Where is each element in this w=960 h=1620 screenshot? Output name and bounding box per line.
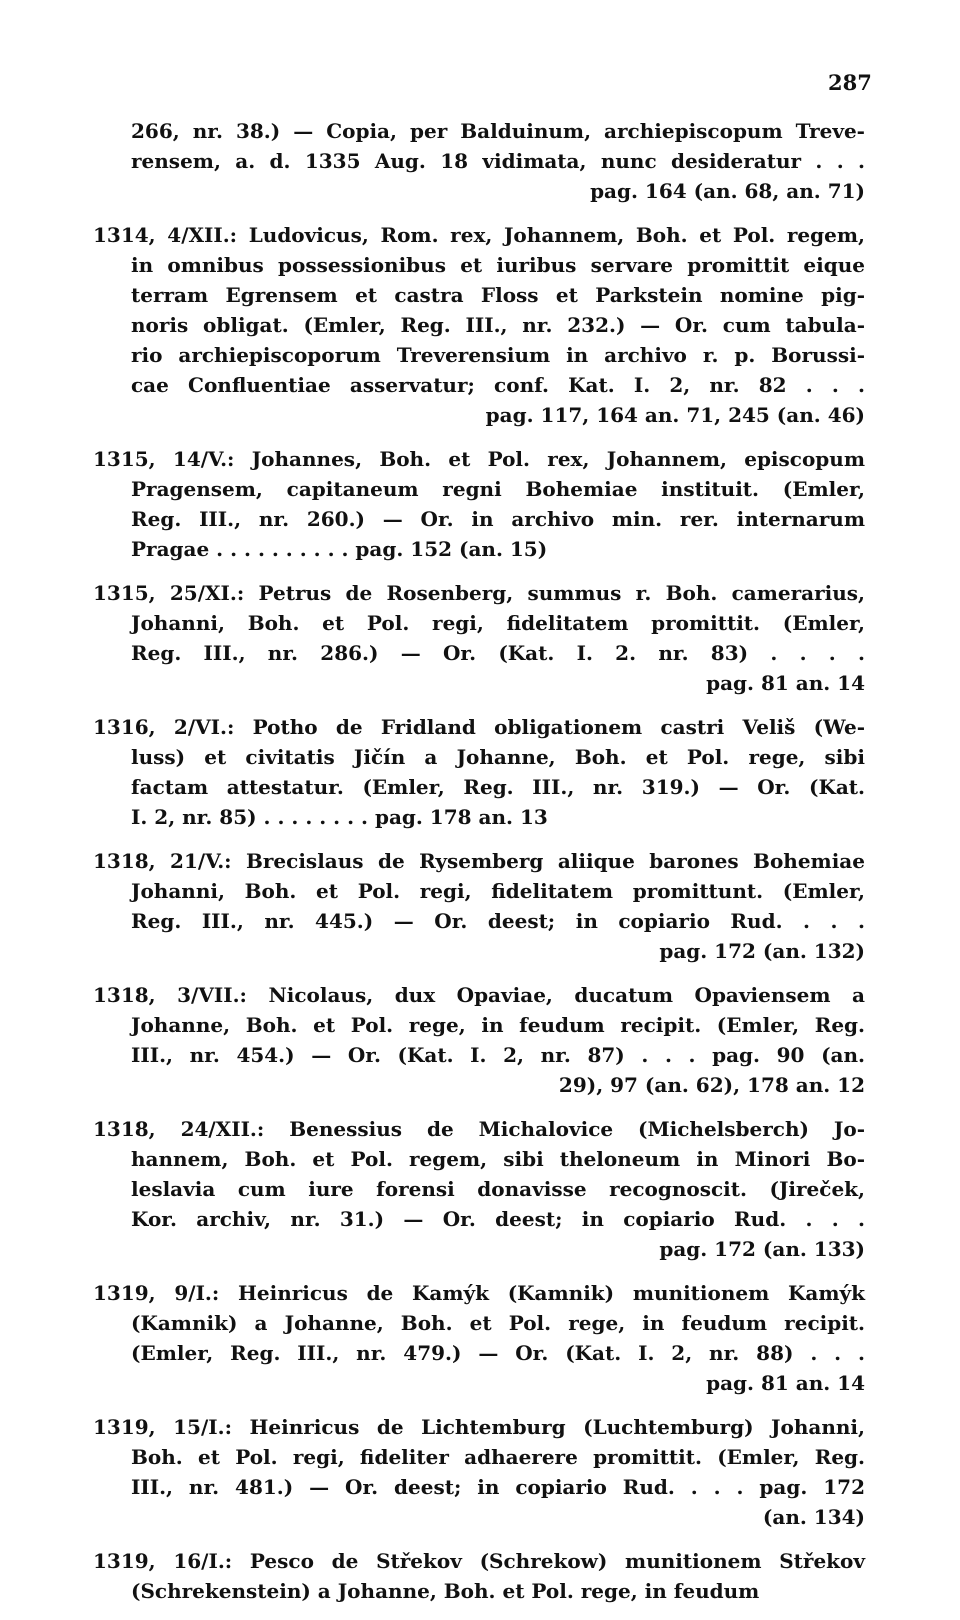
entry-line: factam attestatur. (Emler, Reg. III., nr. 319.) — Or. (Kat. — [131, 775, 865, 799]
entry-line: Johanni, Boh. et Pol. regi, fidelitatem promittit. (Emler, — [131, 611, 865, 635]
entry-line: 1319, 16/I.: Pesco de Střekov (Schrekow) munitionem Střekov — [93, 1549, 865, 1573]
register-entry — [93, 980, 865, 1100]
entry-line: leslavia cum iure forensi donavisse recognoscit. (Jireček, — [131, 1177, 865, 1201]
entry-line: 1319, 9/I.: Heinricus de Kamýk (Kamnik) munitionem Kamýk — [93, 1281, 865, 1305]
entry-line: luss) et civitatis Jičín a Johanne, Boh. et Pol. rege, sibi — [131, 745, 865, 769]
entry-line: 1319, 15/I.: Heinricus de Lichtemburg (Luchtemburg) Johanni, — [93, 1415, 865, 1439]
entry-line: Johanni, Boh. et Pol. regi, fidelitatem promittunt. (Emler, — [131, 879, 865, 903]
entry-line: 1316, 2/VI.: Potho de Fridland obligationem castri Veliš (We- — [93, 715, 865, 739]
entry-line: III., nr. 454.) — Or. (Kat. I. 2, nr. 87) . . . pag. 90 (an. — [131, 1043, 865, 1067]
entry-line: noris obligat. (Emler, Reg. III., nr. 232.) — Or. cum tabula- — [131, 313, 865, 337]
entry-line: 1315, 14/V.: Johannes, Boh. et Pol. rex, Johannem, episcopum — [93, 447, 865, 471]
entry-line: (an. 134) — [762, 1505, 865, 1529]
register-entry — [93, 1412, 865, 1532]
register-entry — [93, 712, 865, 832]
entry-line: 1315, 25/XI.: Petrus de Rosenberg, summus r. Boh. camerarius, — [93, 581, 865, 605]
register-entry — [93, 220, 865, 430]
entry-line: 1314, 4/XII.: Ludovicus, Rom. rex, Johannem, Boh. et Pol. regem, — [93, 223, 865, 247]
entry-line: 266, nr. 38.) — Copia, per Balduinum, archiepiscopum Treve- — [131, 119, 865, 143]
entry-line: III., nr. 481.) — Or. deest; in copiario Rud. . . . pag. 172 — [131, 1475, 865, 1499]
entry-line: Johanne, Boh. et Pol. rege, in feudum recipit. (Emler, Reg. — [131, 1013, 865, 1037]
register-entry — [93, 1546, 865, 1606]
entry-line: (Schrekenstein) a Johanne, Boh. et Pol. rege, in feudum — [131, 1579, 760, 1603]
entry-line: rensem, a. d. 1335 Aug. 18 vidimata, nunc desideratur . . . — [131, 149, 865, 173]
entry-line: Boh. et Pol. regi, fideliter adhaerere promittit. (Emler, Reg. — [131, 1445, 865, 1469]
register-entry — [93, 1114, 865, 1264]
entry-line: 1318, 21/V.: Brecislaus de Rysemberg aliique barones Bohemiae — [93, 849, 865, 873]
register-entry — [93, 444, 865, 564]
entry-line: pag. 81 an. 14 — [706, 671, 865, 695]
entry-line: 1318, 3/VII.: Nicolaus, dux Opaviae, ducatum Opaviensem a — [93, 983, 865, 1007]
entry-line: in omnibus possessionibus et iuribus servare promittit eique — [131, 253, 865, 277]
register-entry — [93, 578, 865, 698]
register-entry — [93, 116, 865, 206]
register-entry — [93, 846, 865, 966]
register-entry — [93, 1278, 865, 1398]
page-number: 287 — [828, 70, 872, 95]
entry-line: pag. 172 (an. 133) — [659, 1237, 865, 1261]
entry-line: I. 2, nr. 85) . . . . . . . . pag. 178 an. 13 — [131, 805, 548, 829]
entry-line: Pragae . . . . . . . . . . pag. 152 (an. 15) — [131, 537, 548, 561]
entry-line: pag. 172 (an. 132) — [659, 939, 865, 963]
entry-line: (Kamnik) a Johanne, Boh. et Pol. rege, in feudum recipit. — [131, 1311, 865, 1335]
document-body — [93, 116, 865, 1620]
entry-line: 29), 97 (an. 62), 178 an. 12 — [558, 1073, 865, 1097]
entry-line: Kor. archiv, nr. 31.) — Or. deest; in copiario Rud. . . . — [131, 1207, 865, 1231]
entry-line: rio archiepiscoporum Treverensium in archivo r. p. Borussi- — [131, 343, 865, 367]
entry-line: Reg. III., nr. 445.) — Or. deest; in copiario Rud. . . . — [131, 909, 865, 933]
entry-line: Pragensem, capitaneum regni Bohemiae instituit. (Emler, — [131, 477, 865, 501]
entry-line: 1318, 24/XII.: Benessius de Michalovice (Michelsberch) Jo- — [93, 1117, 865, 1141]
entry-line: cae Confluentiae asservatur; conf. Kat. I. 2, nr. 82 . . . — [131, 373, 865, 397]
entry-line: Reg. III., nr. 260.) — Or. in archivo min. rer. internarum — [131, 507, 865, 531]
entry-line: pag. 117, 164 an. 71, 245 (an. 46) — [485, 403, 865, 427]
entry-line: hannem, Boh. et Pol. regem, sibi theloneum in Minori Bo- — [131, 1147, 865, 1171]
entry-line: (Emler, Reg. III., nr. 479.) — Or. (Kat. I. 2, nr. 88) . . . — [131, 1341, 865, 1365]
entry-line: Reg. III., nr. 286.) — Or. (Kat. I. 2. nr. 83) . . . . — [131, 641, 865, 665]
entry-line: terram Egrensem et castra Floss et Parkstein nomine pig- — [131, 283, 865, 307]
entry-line: pag. 81 an. 14 — [706, 1371, 865, 1395]
entry-line: pag. 164 (an. 68, an. 71) — [590, 179, 865, 203]
